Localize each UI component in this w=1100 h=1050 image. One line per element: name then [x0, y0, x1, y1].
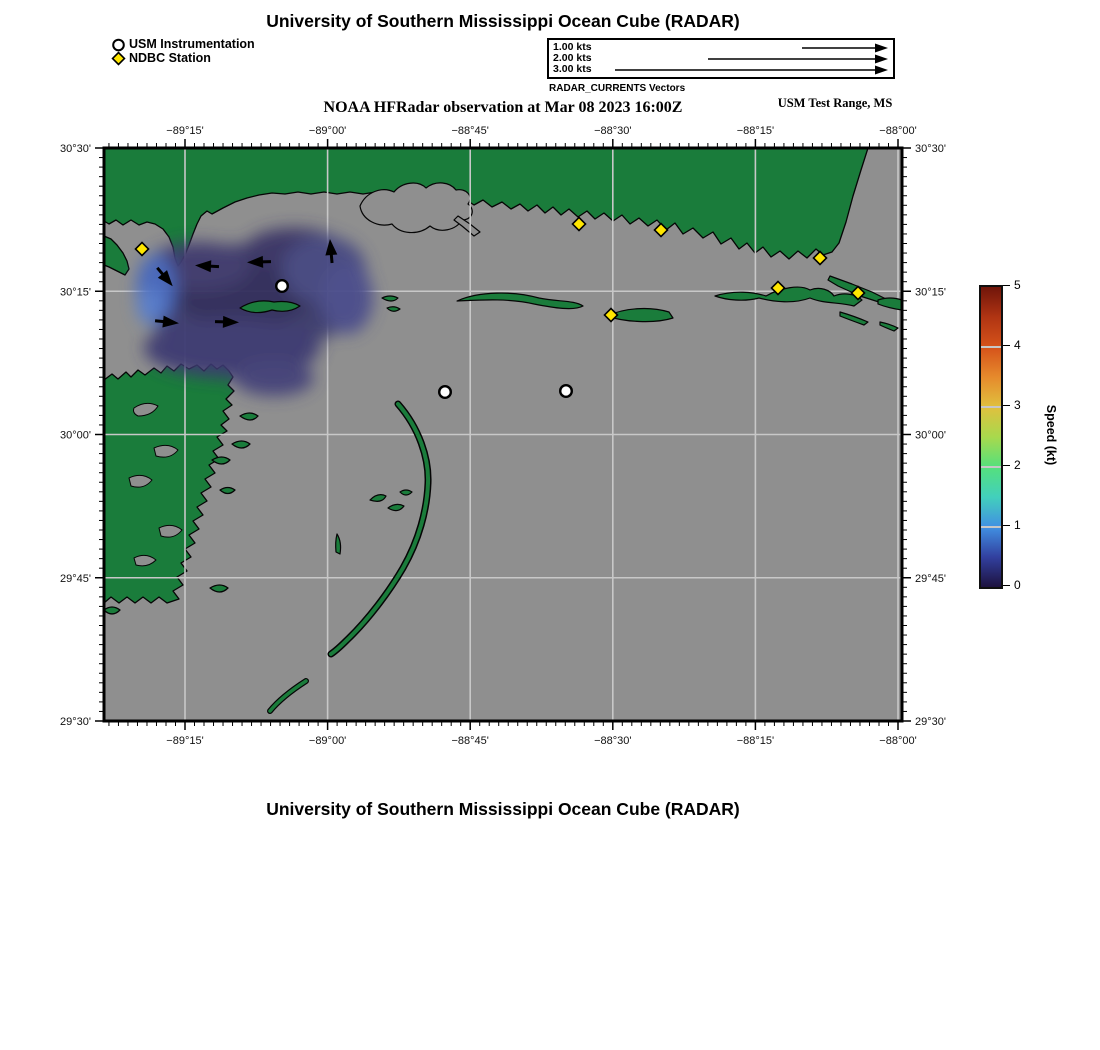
x-tick-label-top: −88°30' — [594, 125, 632, 137]
y-tick-label-right: 30°00' — [915, 429, 946, 442]
x-tick-label-bottom: −88°15' — [736, 735, 775, 747]
x-tick-label-top: −89°00' — [308, 125, 347, 137]
y-tick-label-left: 29°30' — [60, 716, 91, 728]
speed-colorbar — [979, 285, 1003, 589]
x-tick-label-top: −88°45' — [451, 125, 489, 137]
figure-title: University of Southern Mississippi Ocean Cube (RADAR) — [266, 11, 740, 31]
x-tick-label-bottom: −89°15' — [166, 735, 204, 747]
colorbar-tick-label: 0 — [1014, 578, 1021, 592]
map-subtitle: NOAA HFRadar observation at Mar 08 2023 16:00Z — [323, 99, 683, 116]
colorbar-tick-label: 4 — [1014, 338, 1021, 352]
y-tick-label-left: 30°00' — [60, 429, 91, 442]
colorbar-tick — [1003, 285, 1010, 287]
colorbar-gridline — [981, 466, 1001, 468]
legend-label-usm: USM Instrumentation — [129, 37, 255, 51]
usm-instrument-marker — [439, 386, 451, 398]
vector-scale-3kt: 3.00 kts — [553, 63, 592, 75]
colorbar-gridline — [981, 406, 1001, 408]
x-tick-label-bottom: −89°00' — [308, 735, 347, 747]
y-tick-label-right: 29°30' — [915, 716, 946, 728]
colorbar-gridline — [981, 346, 1001, 348]
colorbar-tick-label: 3 — [1014, 398, 1021, 412]
range-label: USM Test Range, MS — [777, 96, 893, 110]
legend-label-ndbc: NDBC Station — [129, 51, 211, 65]
x-tick-label-bottom: −88°00' — [879, 735, 917, 747]
colorbar-tick — [1003, 405, 1010, 407]
y-tick-label-left: 29°45' — [60, 572, 91, 585]
y-tick-label-right: 30°30' — [915, 143, 946, 155]
x-tick-label-top: −89°15' — [166, 125, 204, 137]
x-tick-label-bottom: −88°45' — [451, 735, 489, 747]
vector-scale-caption: RADAR_CURRENTS Vectors — [549, 83, 686, 94]
y-tick-label-right: 29°45' — [915, 572, 946, 585]
colorbar-tick-label: 2 — [1014, 458, 1021, 472]
y-tick-label-left: 30°15' — [60, 286, 91, 299]
y-tick-label-left: 30°30' — [60, 143, 91, 155]
colorbar-tick — [1003, 525, 1010, 527]
colorbar-title: Speed (kt) — [1044, 404, 1058, 466]
vector-scale-1kt: 1.00 kts — [553, 41, 592, 53]
usm-instrument-marker — [276, 280, 288, 292]
colorbar-tick-label: 5 — [1014, 278, 1021, 292]
colorbar-gridline — [981, 526, 1001, 528]
x-tick-label-top: −88°15' — [736, 125, 775, 137]
colorbar-tick — [1003, 345, 1010, 347]
colorbar-tick-label: 1 — [1014, 518, 1021, 532]
colorbar-tick — [1003, 465, 1010, 467]
colorbar-tick — [1003, 585, 1010, 587]
x-tick-label-top: −88°00' — [879, 125, 917, 137]
x-tick-label-bottom: −88°30' — [594, 735, 632, 747]
vector-scale-2kt: 2.00 kts — [553, 52, 592, 64]
usm-instrument-marker — [560, 385, 572, 397]
y-tick-label-right: 30°15' — [915, 286, 946, 299]
figure-bottom-title: University of Southern Mississippi Ocean Cube (RADAR) — [266, 799, 740, 819]
